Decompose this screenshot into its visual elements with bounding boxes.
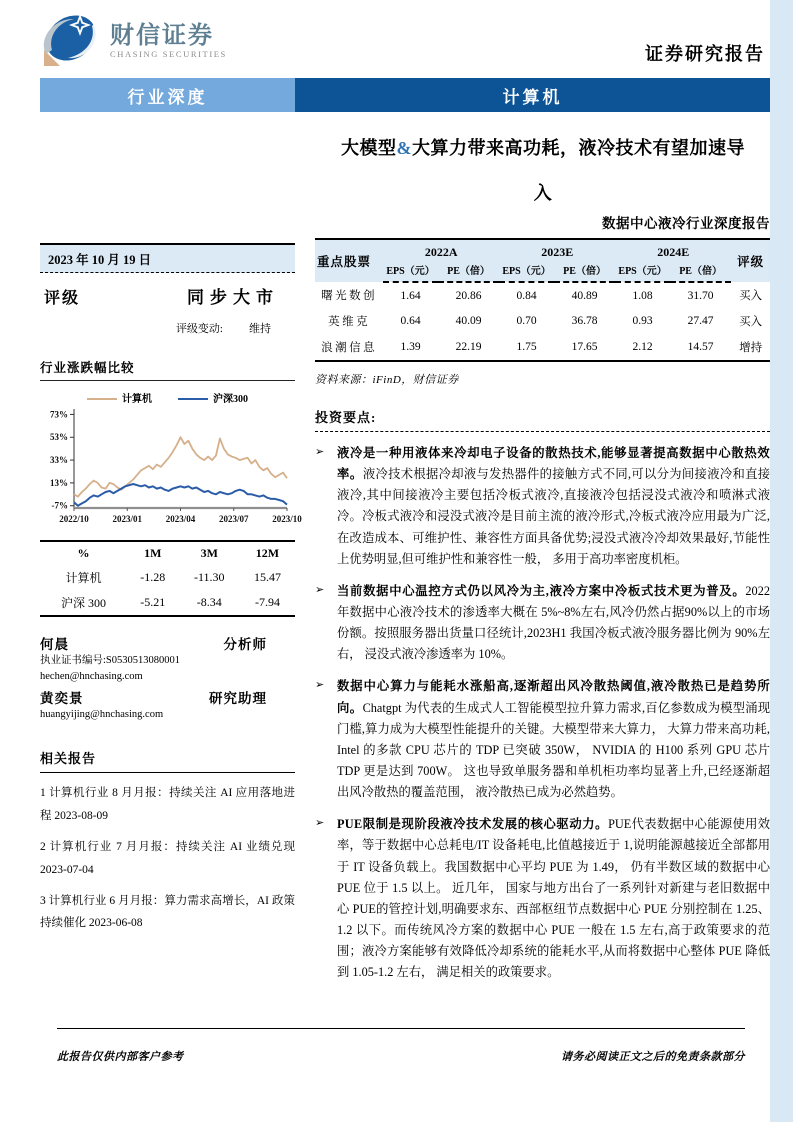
highlight-bullet: ➢ PUE限制是现阶段液冷技术发展的核心驱动力。PUE代表数据中心能源使用效率，等于数据中心总耗电/IT 设备耗电,比值越接近于 1,说明能源越接近全部都用于 IT 设备负载上。我国数据中心平均 PUE 为 1.49， 仍有半数区域的数据中心 PUE 位于 1.5 以上。 近几年， 国家与地方出台了一系列针对新建与老旧数据中心 PUE的管控计划,明确要求东、西部枢纽节点数据中心 PUE 分别控制在 1.25、1.2 以下。而传统风冷方案的数据中心 PUE 一般在 1.5 左右,高于政策要求的范围；液冷方案能够有效降低冷却系统的能耗水平,从而将数据中心整体 PUE 降低到 1.05-1.2 左右， 满足相关的政策要求。 [315, 814, 770, 983]
table-row: 沪深 300 -5.21 -8.34 -7.94 [61, 595, 280, 610]
data-source-note: 资料来源：iFinD，财信证券 [315, 374, 459, 386]
left-sidebar [40, 243, 302, 935]
perf-col-3m: 3M [200, 546, 218, 560]
key-stocks-table: 重点股票 2022A 2023E 2024E 评级 EPS（元） PE（倍） EPS（元） PE（倍） EPS（元） PE（倍） 曙光数创 1.64 20.86 0.84 40.89 1.08 31.70 买入 英维克 0.64 40.09 0.70 36.78 0.93 27.47 买入 浪潮信息 1.39 22.19 1.75 17.65 2.12 14.57 增持 [315, 238, 770, 362]
highlight-bullet: ➢ 当前数据中心温控方式仍以风冷为主,液冷方案中冷板式技术更为普及。2022 年数据中心液冷技术的渗透率大概在 5%~8%左右,风冷仍然占据90%以上的市场份额。按照服务器出货量口径统计,2023H1 我国冷板式液冷服务器比例为 90%左右， 浸没式液冷渗透率为 10%。 [315, 581, 770, 666]
brand-logo [40, 10, 227, 73]
chart-section-heading: 行业涨跌幅比较 [40, 358, 295, 381]
perf-col-1m: 1M [144, 546, 162, 560]
analyst-name-role: 黄奕景 研究助理 [40, 690, 267, 706]
analyst-email: hechen@hnchasing.com [40, 670, 143, 682]
svg-text:33%: 33% [50, 455, 68, 466]
report-type-label: 证券研究报告 [645, 44, 765, 64]
arrow-bullet-icon: ➢ [315, 817, 325, 830]
year-2023e: 2023E [541, 245, 574, 259]
svg-text:2023/04: 2023/04 [165, 514, 196, 524]
rating-row [40, 273, 295, 308]
legend-swatch-hs300 [178, 398, 208, 401]
highlight-bullet: ➢ 数据中心算力与能耗水涨船高,逐渐超出风冷散热阈值,液冷散热已是趋势所向。Chatgpt 为代表的生成式人工智能模型拉升算力需求,百亿参数成为模型涌现门槛,算力成为大模型性能提升的关键。大模型带来大算力， 大算力带来高功耗, Intel 的多款 CPU 芯片的 TDP 已突破 350W， NVIDIA 的 H100 系列 GPU 芯片 TDP 更是达到 700W。 这也导致单服务器和单机柜功率均显著上升,已经逐渐超出风冷散热的覆盖范围， 液冷散热已成为必然趋势。 [315, 676, 770, 803]
performance-chart [40, 389, 302, 530]
main-content [315, 238, 770, 983]
banner-report-kind: 行业深度 [40, 78, 295, 112]
arrow-bullet-icon: ➢ [315, 583, 325, 596]
banner-industry: 计算机 [295, 78, 770, 112]
stock-row: 浪潮信息 1.39 22.19 1.75 17.65 2.12 14.57 增持 [321, 341, 763, 354]
title-ampersand: & [396, 138, 412, 158]
line-chart-canvas [40, 405, 302, 525]
analyst-cert: 执业证书编号:S0530513080001 [40, 655, 181, 666]
arrow-bullet-icon: ➢ [315, 446, 325, 458]
analyst-name-role: 何晨 分析师 [40, 637, 267, 652]
brand-name-cn: 财信证券 [110, 22, 214, 49]
svg-text:2022/10: 2022/10 [59, 514, 89, 524]
rating-label: 评级 [44, 290, 81, 307]
svg-text:-7%: -7% [51, 500, 68, 511]
analyst-email: huangyijing@hnchasing.com [40, 708, 164, 720]
svg-text:73%: 73% [50, 409, 68, 420]
highlight-bullet: ➢ 液冷是一种用液体来冷却电子设备的散热技术,能够显著提高数据中心散热效率。液冷技术根据冷却液与发热器件的接触方式不同,可以分为间接液冷和直接液冷,其中间接液冷主要包括冷板式液冷,直接液冷包括浸没式液冷和喷淋式液冷。冷板式液冷和浸没式液冷是目前主流的液冷形式,冷板式液冷应用最为广泛,在改造成本、可维护性、兼容性方面具备优势;浸没式液冷冷却效果最好,节能性上优势明显,但可维护性和兼容性一般， 多用于高功率密度机柜。 [315, 443, 770, 570]
report-date: 2023 年 10 月 19 日 [40, 243, 295, 273]
rating-change-value: 维持 [249, 323, 271, 335]
category-banner [40, 78, 770, 112]
svg-text:2023/07: 2023/07 [218, 514, 249, 524]
rating-column-label: 评级 [737, 255, 765, 269]
rating-value: 同步大市 [187, 288, 279, 307]
report-title: 大模型&大算力带来高功耗，液冷技术有望加速导 入 [341, 138, 745, 203]
analyst-block [40, 633, 295, 722]
svg-text:53%: 53% [50, 432, 68, 443]
footer-left-note: 此报告仅供内部客户参考 [57, 1051, 184, 1063]
footer-right-note: 请务必阅读正文之后的免责条款部分 [561, 1051, 745, 1063]
related-report-item: 2 计算机行业 7 月月报：持续关注 AI 业绩兑现 2023-07-04 [40, 841, 295, 876]
year-2022a: 2022A [424, 245, 458, 259]
performance-table [40, 540, 295, 617]
key-stocks-label: 重点股票 [317, 255, 372, 269]
year-2024e: 2024E [657, 245, 690, 259]
related-reports-heading: 相关报告 [40, 748, 295, 773]
arrow-bullet-icon: ➢ [315, 679, 325, 692]
footer [57, 1048, 745, 1064]
legend-item-hs300: 沪深300 [178, 390, 248, 405]
legend-swatch-computer [87, 398, 117, 401]
perf-col-pct: % [77, 546, 90, 560]
report-subtitle: 数据中心液冷行业深度报告 [602, 216, 770, 231]
table-row: 计算机 -1.28 -11.30 15.47 [65, 570, 281, 585]
svg-text:13%: 13% [50, 477, 68, 488]
related-report-item: 3 计算机行业 6 月月报：算力需求高增长，AI 政策持续催化 2023-06-08 [40, 894, 295, 930]
legend-item-computer: 计算机 [87, 390, 152, 405]
footer-divider [57, 1028, 745, 1029]
perf-col-12m: 12M [255, 546, 280, 560]
svg-text:2023/01: 2023/01 [112, 514, 143, 524]
rating-change-label: 评级变动: [175, 323, 223, 335]
stock-row: 曙光数创 1.64 20.86 0.84 40.89 1.08 31.70 买入 [321, 289, 763, 302]
brand-name-en: CHASING SECURITIES [110, 49, 227, 60]
brand-logo-icon [40, 10, 102, 73]
stock-row: 英维克 0.64 40.09 0.70 36.78 0.93 27.47 买入 [328, 315, 763, 328]
chart-legend [40, 389, 295, 405]
brand-name [110, 24, 227, 59]
rating-change-row [40, 308, 295, 336]
svg-text:2023/10: 2023/10 [272, 514, 302, 524]
highlights-heading: 投资要点: [315, 407, 770, 432]
related-report-item: 1 计算机行业 8 月月报：持续关注 AI 应用落地进程 2023-08-09 [40, 787, 295, 822]
